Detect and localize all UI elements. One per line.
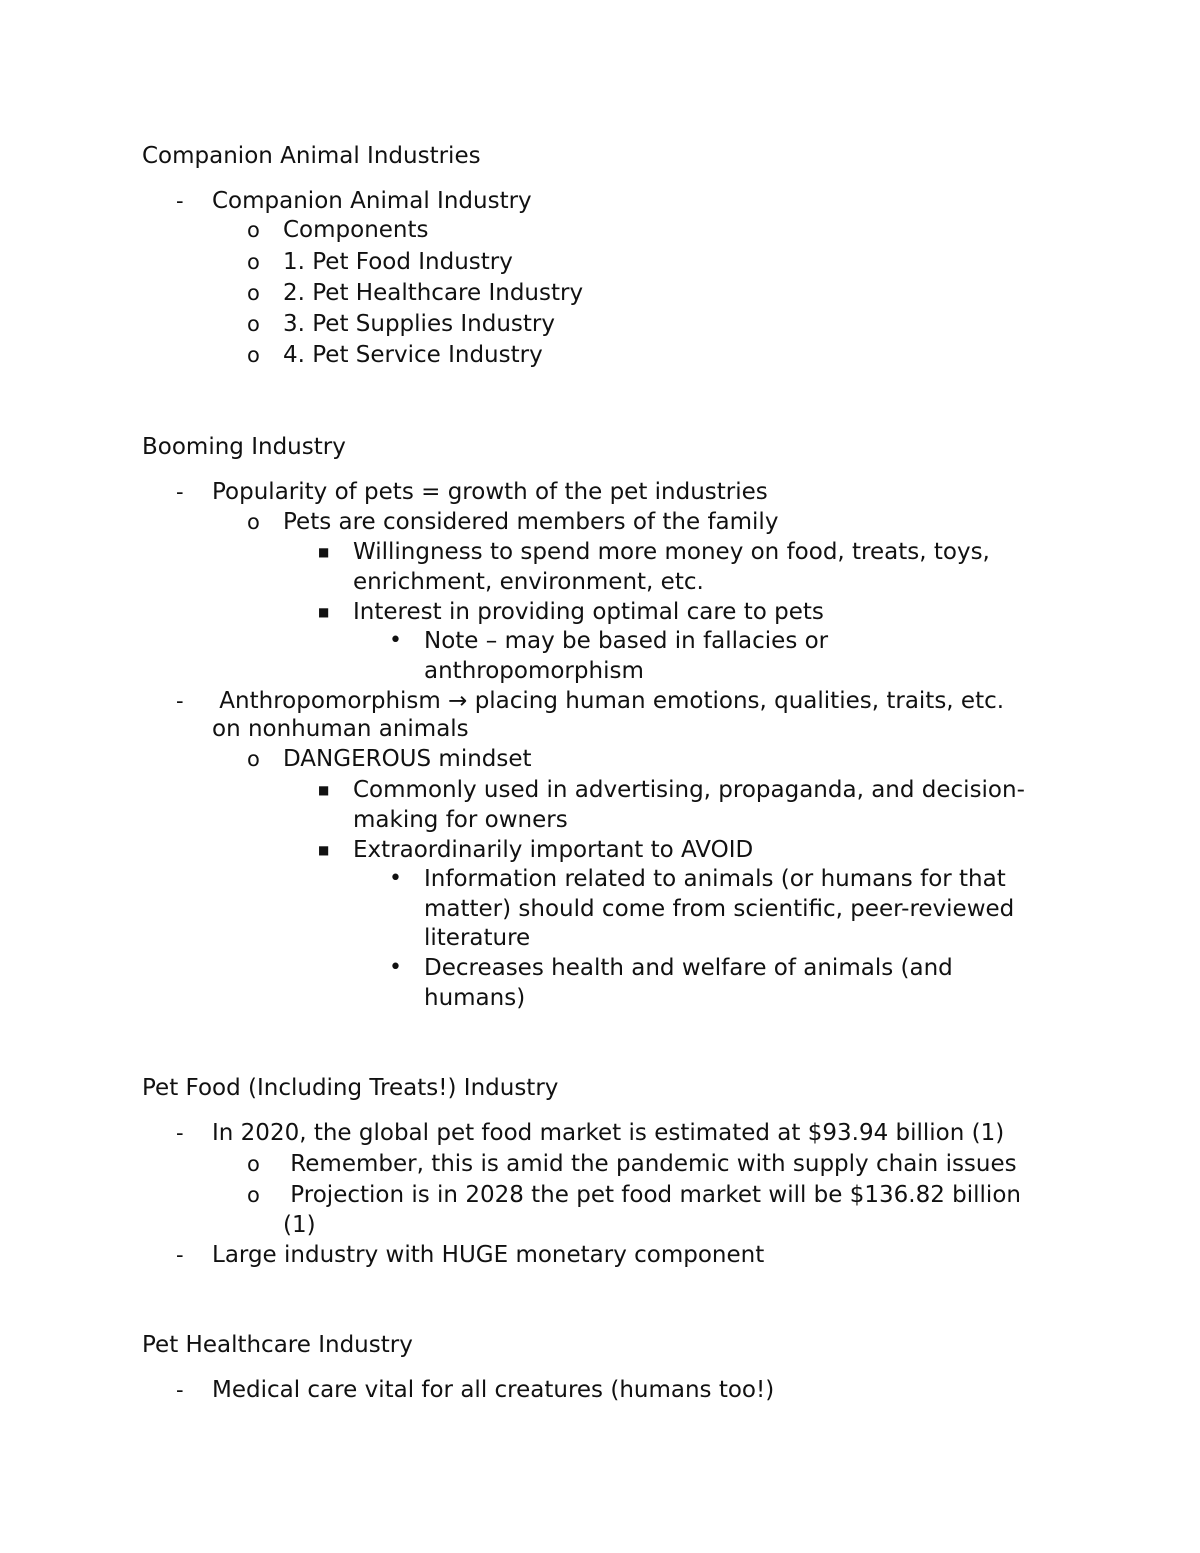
circle-marker: o: [247, 747, 260, 771]
section-heading-healthcare: Pet Healthcare Industry: [142, 1332, 413, 1358]
circle-marker: o: [247, 510, 260, 534]
list-item: Medical care vital for all creatures (humans too!): [212, 1377, 775, 1403]
list-item-continuation: (1): [283, 1212, 316, 1238]
section-heading-petfood: Pet Food (Including Treats!) Industry: [142, 1075, 559, 1101]
circle-marker: o: [247, 1152, 260, 1176]
section-heading-companion: Companion Animal Industries: [142, 143, 481, 169]
list-item: Popularity of pets = growth of the pet industries: [212, 479, 768, 505]
circle-marker: o: [247, 1183, 260, 1207]
list-item: Interest in providing optimal care to pets: [353, 599, 824, 625]
list-item-continuation: anthropomorphism: [424, 658, 644, 684]
bullet-marker: •: [389, 955, 402, 980]
square-marker: ■: [318, 545, 330, 559]
list-item: Information related to animals (or humans for that: [424, 866, 1006, 892]
dash-marker: -: [176, 689, 184, 713]
section-heading-booming: Booming Industry: [142, 434, 346, 460]
dash-marker: -: [176, 1121, 184, 1145]
list-item: Companion Animal Industry: [212, 188, 532, 214]
list-item: 4. Pet Service Industry: [283, 342, 543, 368]
list-item-continuation: literature: [424, 925, 531, 951]
circle-marker: o: [247, 281, 260, 305]
list-item-continuation: making for owners: [353, 807, 568, 833]
list-item: Remember, this is amid the pandemic with supply chain issues: [283, 1151, 1017, 1177]
dash-marker: -: [176, 1378, 184, 1402]
list-item: Extraordinarily important to AVOID: [353, 837, 754, 863]
list-item-continuation: on nonhuman animals: [212, 716, 469, 742]
list-item: Pets are considered members of the family: [283, 509, 779, 535]
circle-marker: o: [247, 250, 260, 274]
square-marker: ■: [318, 783, 330, 797]
bullet-marker: •: [389, 628, 402, 653]
list-item: Large industry with HUGE monetary component: [212, 1242, 765, 1268]
list-item: Components: [283, 217, 429, 243]
list-item: Decreases health and welfare of animals (and: [424, 955, 953, 981]
square-marker: ■: [318, 843, 330, 857]
bullet-marker: •: [389, 866, 402, 891]
list-item: Commonly used in advertising, propaganda, and decision-: [353, 777, 1025, 803]
circle-marker: o: [247, 312, 260, 336]
list-item: Note – may be based in fallacies or: [424, 628, 829, 654]
list-item-continuation: enrichment, environment, etc.: [353, 569, 704, 595]
list-item: DANGEROUS mindset: [283, 746, 532, 772]
list-item: In 2020, the global pet food market is estimated at $93.94 billion (1): [212, 1120, 1005, 1146]
circle-marker: o: [247, 218, 260, 242]
list-item: 2. Pet Healthcare Industry: [283, 280, 584, 306]
list-item: 1. Pet Food Industry: [283, 249, 513, 275]
circle-marker: o: [247, 343, 260, 367]
list-item: Willingness to spend more money on food, treats, toys,: [353, 539, 990, 565]
list-item-continuation: matter) should come from scientific, peer-reviewed: [424, 896, 1015, 922]
dash-marker: -: [176, 189, 184, 213]
list-item: Anthropomorphism → placing human emotions, qualities, traits, etc.: [212, 688, 1005, 714]
list-item: 3. Pet Supplies Industry: [283, 311, 555, 337]
dash-marker: -: [176, 1243, 184, 1267]
list-item: Projection is in 2028 the pet food market will be $136.82 billion: [283, 1182, 1021, 1208]
square-marker: ■: [318, 605, 330, 619]
list-item-continuation: humans): [424, 985, 526, 1011]
dash-marker: -: [176, 480, 184, 504]
